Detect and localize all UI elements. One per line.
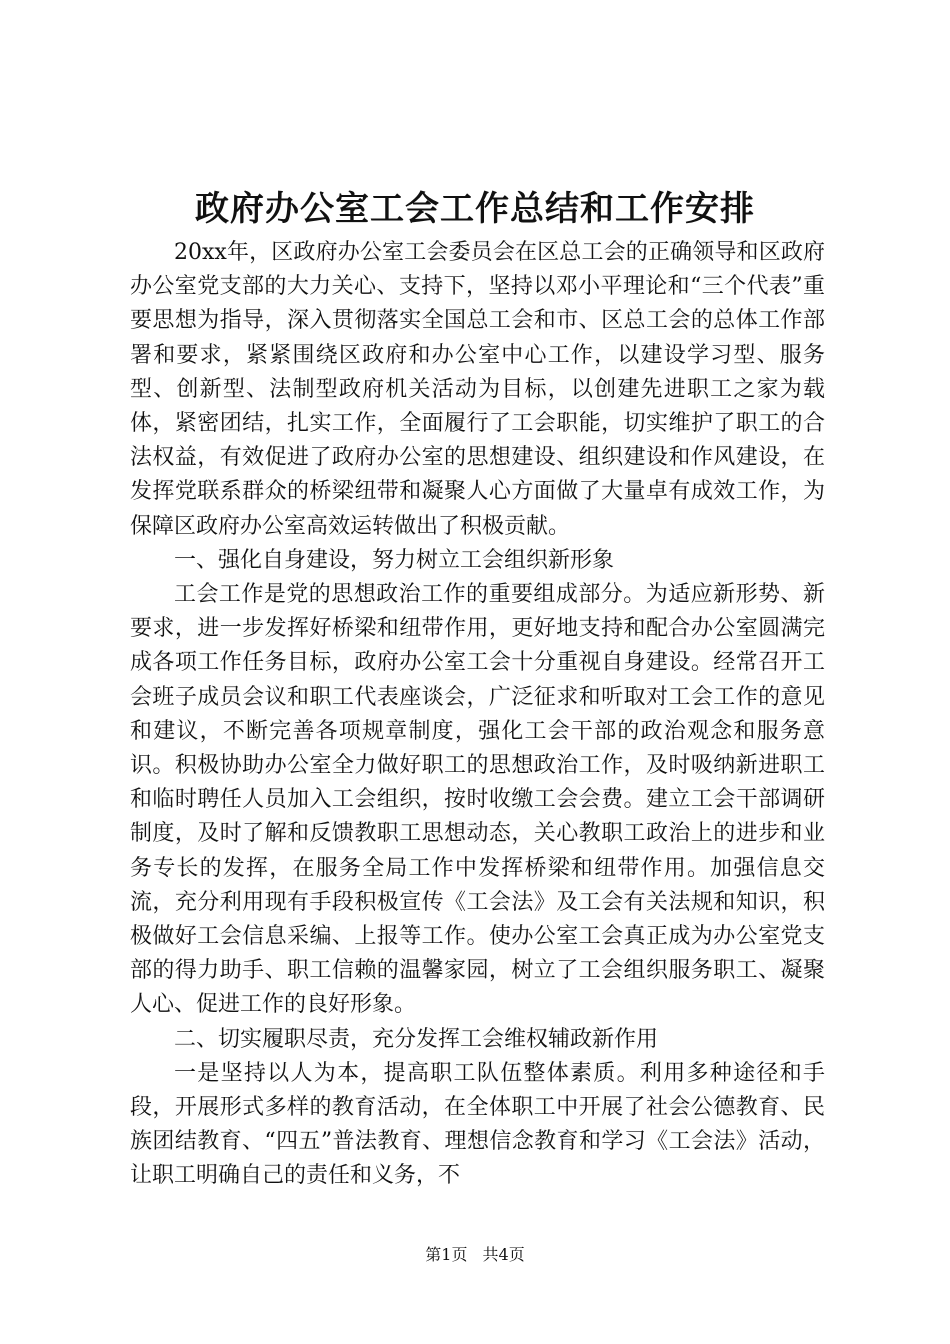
- document-body: [130, 236, 825, 1194]
- page-footer: [0, 1244, 950, 1266]
- page-number: 第1页: [425, 1245, 468, 1264]
- section-2-paragraph: 一是坚持以人为本，提高职工队伍整体素质。利用多种途径和手段，开展形式多样的教育活动，在全体职工中开展了社会公德教育、民族团结教育、“四五”普法教育、理想信念教育和学习《工会法》活动，让职工明确自己的责任和义务，不: [130, 1060, 825, 1189]
- document-title: 政府办公室工会工作总结和工作安排: [195, 189, 755, 229]
- page-total: 共4页: [482, 1245, 525, 1264]
- section-heading-1: 一、强化自身建设，努力树立工会组织新形象: [174, 547, 615, 573]
- section-1-paragraph: 工会工作是党的思想政治工作的重要组成部分。为适应新形势、新要求，进一步发挥好桥梁和纽带作用，更好地支持和配合办公室圆满完成各项工作任务目标，政府办公室工会十分重视自身建设。经常召开工会班子成员会议和职工代表座谈会，广泛征求和听取对工会工作的意见和建议，不断完善各项规章制度，强化工会干部的政治观念和服务意识。积极协助办公室全力做好职工的思想政治工作，及时吸纳新进职工和临时聘任人员加入工会组织，按时收缴工会会费。建立工会干部调研制度，及时了解和反馈教职工思想动态，关心教职工政治上的进步和业务专长的发挥，在服务全局工作中发挥桥梁和纽带作用。加强信息交流，充分利用现有手段积极宣传《工会法》及工会有关法规和知识，积极做好工会信息采编、上报等工作。使办公室工会真正成为办公室党支部的得力助手、职工信赖的温馨家园，树立了工会组织服务职工、凝聚人心、促进工作的良好形象。: [130, 582, 825, 1018]
- intro-paragraph: 20xx年，区政府办公室工会委员会在区总工会的正确领导和区政府办公室党支部的大力关心、支持下，坚持以邓小平理论和“三个代表”重要思想为指导，深入贯彻落实全国总工会和市、区总工会的总体工作部署和要求，紧紧围绕区政府和办公室中心工作，以建设学习型、服务型、创新型、法制型政府机关活动为目标，以创建先进职工之家为载体，紧密团结，扎实工作，全面履行了工会职能，切实维护了职工的合法权益，有效促进了政府办公室的思想建设、组织建设和作风建设，在发挥党联系群众的桥梁纽带和凝聚人心方面做了大量卓有成效工作，为保障区政府办公室高效运转做出了积极贡献。: [130, 240, 825, 539]
- section-heading-2: 二、切实履职尽责，充分发挥工会维权辅政新作用: [174, 1026, 659, 1052]
